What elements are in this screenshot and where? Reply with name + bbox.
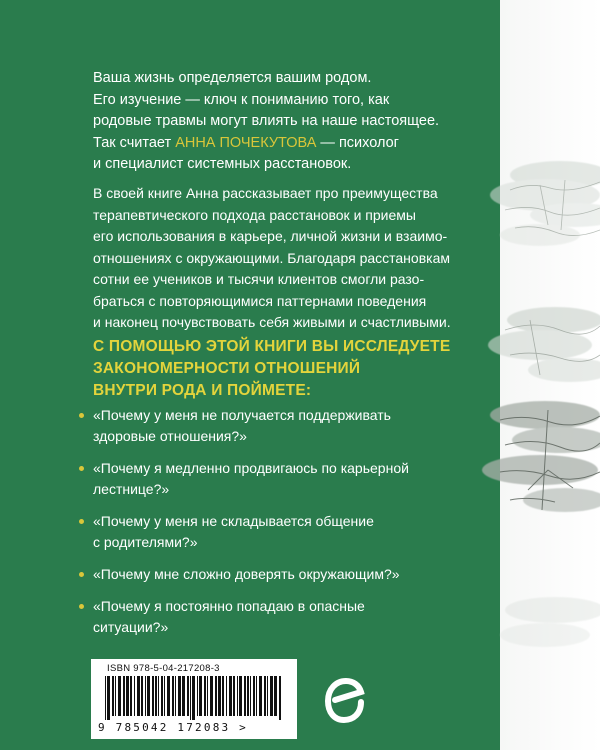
barcode-bar bbox=[172, 676, 174, 716]
barcode-bars bbox=[105, 676, 285, 720]
question-line: здоровые отношения?» bbox=[93, 428, 247, 444]
barcode-bar bbox=[244, 676, 246, 716]
barcode-bar bbox=[279, 676, 281, 720]
question-item bbox=[93, 596, 483, 638]
question-line: «Почему мне сложно доверять окружающим?» bbox=[93, 566, 400, 582]
bullet-dot-icon bbox=[79, 413, 84, 418]
intro-line-suffix: — психолог bbox=[316, 134, 399, 151]
barcode-bar bbox=[123, 676, 125, 716]
question-item bbox=[93, 564, 483, 585]
description-line: В своей книге Анна рассказывает про преимущества bbox=[93, 185, 438, 201]
barcode-bar bbox=[270, 676, 273, 716]
author-name: АННА ПОЧЕКУТОВА bbox=[175, 134, 317, 151]
barcode-bar bbox=[215, 676, 217, 716]
description-line: его использования в карьере, личной жизни и взаимо- bbox=[93, 228, 448, 244]
intro-text bbox=[93, 68, 483, 176]
bullet-dot-icon bbox=[79, 519, 84, 524]
barcode-bar bbox=[158, 676, 159, 716]
barcode-bar bbox=[175, 676, 176, 716]
barcode-bar bbox=[250, 676, 251, 716]
barcode-bar bbox=[239, 676, 242, 716]
barcode-bar bbox=[256, 676, 257, 716]
question-item bbox=[93, 405, 483, 447]
barcode-bar bbox=[226, 676, 227, 716]
barcode-bar bbox=[204, 676, 206, 716]
intro-line: и специалист системных расстановок. bbox=[93, 156, 352, 172]
intro-line: родовые травмы могут влиять на наше настоящее. bbox=[93, 113, 440, 129]
description-line: и наконец почувствовать себя живыми и счастливыми. bbox=[93, 314, 451, 330]
barcode-bar bbox=[134, 676, 135, 716]
question-list bbox=[93, 405, 483, 649]
isbn-text: ISBN 978-5-04-217208-3 bbox=[107, 663, 220, 674]
barcode-bar bbox=[259, 676, 262, 716]
publisher-logo-icon bbox=[323, 672, 367, 724]
heading-line: ЗАКОНОМЕРНОСТИ ОТНОШЕНИЙ bbox=[93, 360, 361, 377]
barcode-bar bbox=[126, 676, 129, 716]
barcode-bar bbox=[264, 676, 266, 716]
barcode-bar bbox=[115, 676, 116, 716]
barcode-bar bbox=[178, 676, 181, 716]
intro-line bbox=[93, 133, 483, 155]
barcode-bar bbox=[190, 676, 191, 720]
barcode-bar bbox=[155, 676, 157, 716]
question-line: ситуации?» bbox=[93, 619, 169, 635]
description-text bbox=[93, 183, 488, 334]
barcode-bar bbox=[267, 676, 268, 716]
question-line: с родителями?» bbox=[93, 534, 198, 550]
barcode-bar bbox=[145, 676, 146, 716]
barcode-bar bbox=[274, 676, 277, 716]
barcode-bar bbox=[164, 676, 165, 716]
barcode-bar bbox=[192, 676, 195, 720]
barcode-bar bbox=[222, 676, 224, 716]
barcode-bar bbox=[199, 676, 202, 716]
barcode-bar bbox=[137, 676, 140, 716]
barcode-bar bbox=[187, 676, 189, 716]
barcode-bar bbox=[253, 676, 255, 716]
description-line: сотни ее учеников и тысячи клиентов смогли разо- bbox=[93, 271, 425, 287]
barcode-bar bbox=[130, 676, 132, 716]
bullet-dot-icon bbox=[79, 466, 84, 471]
barcode-bar bbox=[237, 676, 238, 716]
heading-line: ВНУТРИ РОДА И ПОЙМЕТЕ: bbox=[93, 382, 312, 399]
barcode-bar bbox=[229, 676, 232, 716]
question-line: «Почему у меня не складывается общение bbox=[93, 513, 374, 529]
barcode-bar bbox=[105, 676, 106, 720]
description-line: терапевтического подхода расстановок и приемы bbox=[93, 206, 416, 223]
question-line: «Почему у меня не получается поддерживать bbox=[93, 407, 391, 423]
barcode-bar bbox=[233, 676, 235, 716]
barcode-bar bbox=[118, 676, 121, 716]
barcode-bar bbox=[112, 676, 114, 716]
intro-line: Его изучение — ключ к пониманию того, как bbox=[93, 91, 390, 108]
barcode-bar bbox=[141, 676, 143, 716]
barcode-bar bbox=[167, 676, 170, 716]
question-item bbox=[93, 511, 483, 553]
question-line: «Почему я медленно продвигаюсь по карьерной bbox=[93, 460, 409, 476]
barcode-digits: 9 785042 172083 > bbox=[98, 721, 248, 734]
question-line: лестнице?» bbox=[93, 481, 170, 497]
bullet-dot-icon bbox=[79, 604, 84, 609]
description-line: отношениях с окружающими. Благодаря расстановкам bbox=[93, 249, 450, 266]
barcode-bar bbox=[197, 676, 198, 716]
intro-line: Ваша жизнь определяется вашим родом. bbox=[93, 70, 372, 86]
barcode-bar bbox=[161, 676, 163, 716]
barcode-bar bbox=[152, 676, 154, 716]
barcode-bar bbox=[107, 676, 110, 720]
bullet-dot-icon bbox=[79, 572, 84, 577]
section-heading bbox=[93, 336, 473, 402]
intro-line-prefix: Так считает bbox=[93, 134, 176, 151]
barcode-bar bbox=[210, 676, 213, 716]
barcode-block bbox=[91, 659, 297, 739]
heading-line: С ПОМОЩЬЮ ЭТОЙ КНИГИ ВЫ ИССЛЕДУЕТЕ bbox=[93, 338, 451, 355]
barcode-bar bbox=[207, 676, 208, 716]
question-item bbox=[93, 458, 483, 500]
question-line: «Почему я постоянно попадаю в опасные bbox=[93, 598, 365, 614]
barcode-bar bbox=[147, 676, 150, 716]
barcode-bar bbox=[182, 676, 185, 716]
barcode-bar bbox=[247, 676, 249, 716]
barcode-bar bbox=[218, 676, 221, 716]
description-line: браться с повторяющимися паттернами поведения bbox=[93, 292, 427, 309]
